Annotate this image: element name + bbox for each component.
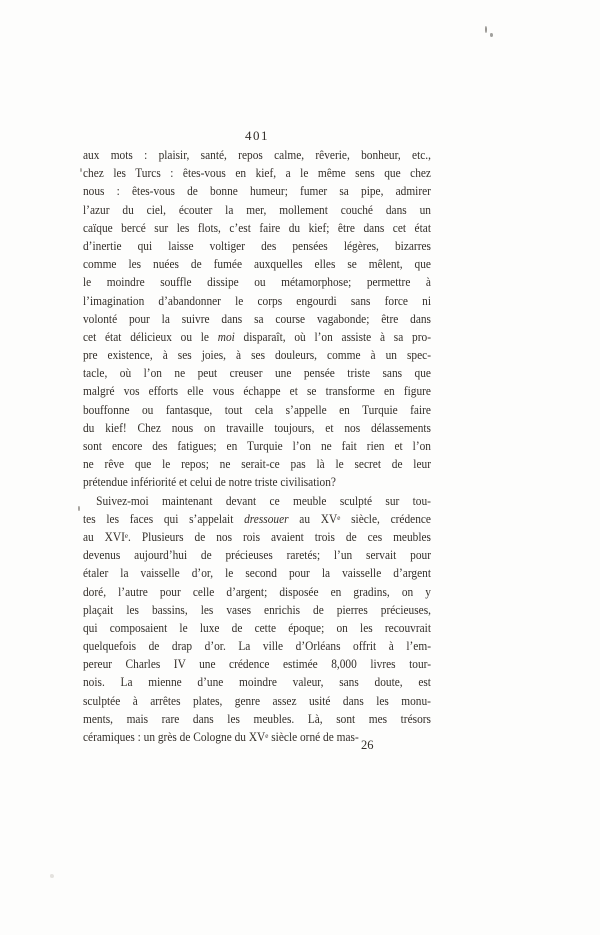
- page-number: 401: [245, 128, 269, 143]
- text-line: ments, mais rare dans les meubles. Là, sont mes trésors: [83, 711, 431, 726]
- text-line: étaler la vaisselle d’or, le second pour la vaisselle d’argent: [83, 566, 431, 581]
- text-line: céramiques : un grès de Cologne du XVe siècle orné de mas-: [83, 730, 359, 744]
- text-line: l’azur du ciel, écouter la mer, mollement couché dans un: [83, 202, 431, 217]
- text-line: Suivez-moi maintenant devant ce meuble sculpté sur tou-: [96, 493, 431, 508]
- ink-speck: [78, 506, 80, 511]
- text-line: d’inertie qui laisse voltiger des pensées légères, bizarres: [83, 238, 431, 253]
- text-line: comme les nuées de fumée auxquelles elles se mêlent, que: [83, 257, 431, 272]
- text-line: nois. La mienne d’une moindre valeur, sans doute, est: [83, 675, 431, 690]
- signature-mark: 26: [361, 738, 374, 752]
- text-line: l’imagination d’abandonner le corps engourdi sans force ni: [83, 293, 431, 308]
- text-line: chez les Turcs : êtes-vous en kief, a le même sens que chez: [83, 166, 431, 181]
- ink-speck: [485, 26, 487, 33]
- text-line: pereur Charles IV une crédence estimée 8,000 livres tour-: [83, 657, 431, 672]
- text-line: tes les faces qui s’appelait dressouer au XVe siècle, crédence: [83, 511, 431, 526]
- text-line: malgré vos efforts elle vous échappe et se transforme en figure: [83, 384, 431, 399]
- text-line: le moindre souffle dissipe ou métamorphose; permettre à: [83, 275, 431, 290]
- text-line: du kief! Chez nous on travaille toujours, et nos délassements: [83, 420, 431, 435]
- paragraph: [83, 492, 431, 747]
- ink-speck: [50, 874, 54, 878]
- text-line: aux mots : plaisir, santé, repos calme, rêverie, bonheur, etc.,: [83, 148, 431, 162]
- text-line: doré, l’autre pour celle d’argent; disposée en gradins, on y: [83, 584, 431, 599]
- text-line: qui composaient le luxe de cette époque; on les recouvrait: [83, 620, 431, 635]
- text-line: quelquefois de drap d’or. La ville d’Orléans offrit à l’em-: [83, 639, 431, 654]
- text-line: caïque bercé sur les flots, c’est faire du kief; être dans cet état: [83, 220, 431, 235]
- text-line: pre existence, à ses joies, à ses douleurs, comme à un spec-: [83, 348, 431, 363]
- text-line: au XVIe. Plusieurs de nos rois avaient trois de ces meubles: [83, 529, 431, 544]
- text-line: sculptée à arrêtes plates, genre assez usité dans les monu-: [83, 693, 431, 708]
- text-line: cet état délicieux ou le moi disparaît, où l’on assiste à sa pro-: [83, 329, 431, 344]
- ink-speck: [490, 33, 493, 37]
- paragraph: [83, 146, 431, 492]
- text-line: bouffonne ou fantasque, tout cela s’appelle en Turquie faire: [83, 402, 431, 417]
- text-line: nous : êtes-vous de bonne humeur; fumer sa pipe, admirer: [83, 184, 431, 199]
- text-line: ne rêve que le repos; ne serait-ce pas là le secret de leur: [83, 457, 431, 472]
- text-line: devenus aujourd’hui de précieuses raretés; l’un servait pour: [83, 548, 431, 563]
- text-line: volonté pour la suivre dans sa course vagabonde; être dans: [83, 311, 431, 326]
- text-line: prétendue infériorité et celui de notre triste civilisation?: [83, 475, 336, 490]
- ink-speck: [80, 168, 82, 172]
- text-line: plaçait les bassins, les vases enrichis de pierres précieuses,: [83, 602, 431, 617]
- text-line: sont encore des fatigues; en Turquie l’on ne fait rien et l’on: [83, 439, 431, 453]
- body-text: [83, 146, 431, 746]
- text-line: tacle, où l’on ne peut creuser une pensée triste sans que: [83, 366, 431, 381]
